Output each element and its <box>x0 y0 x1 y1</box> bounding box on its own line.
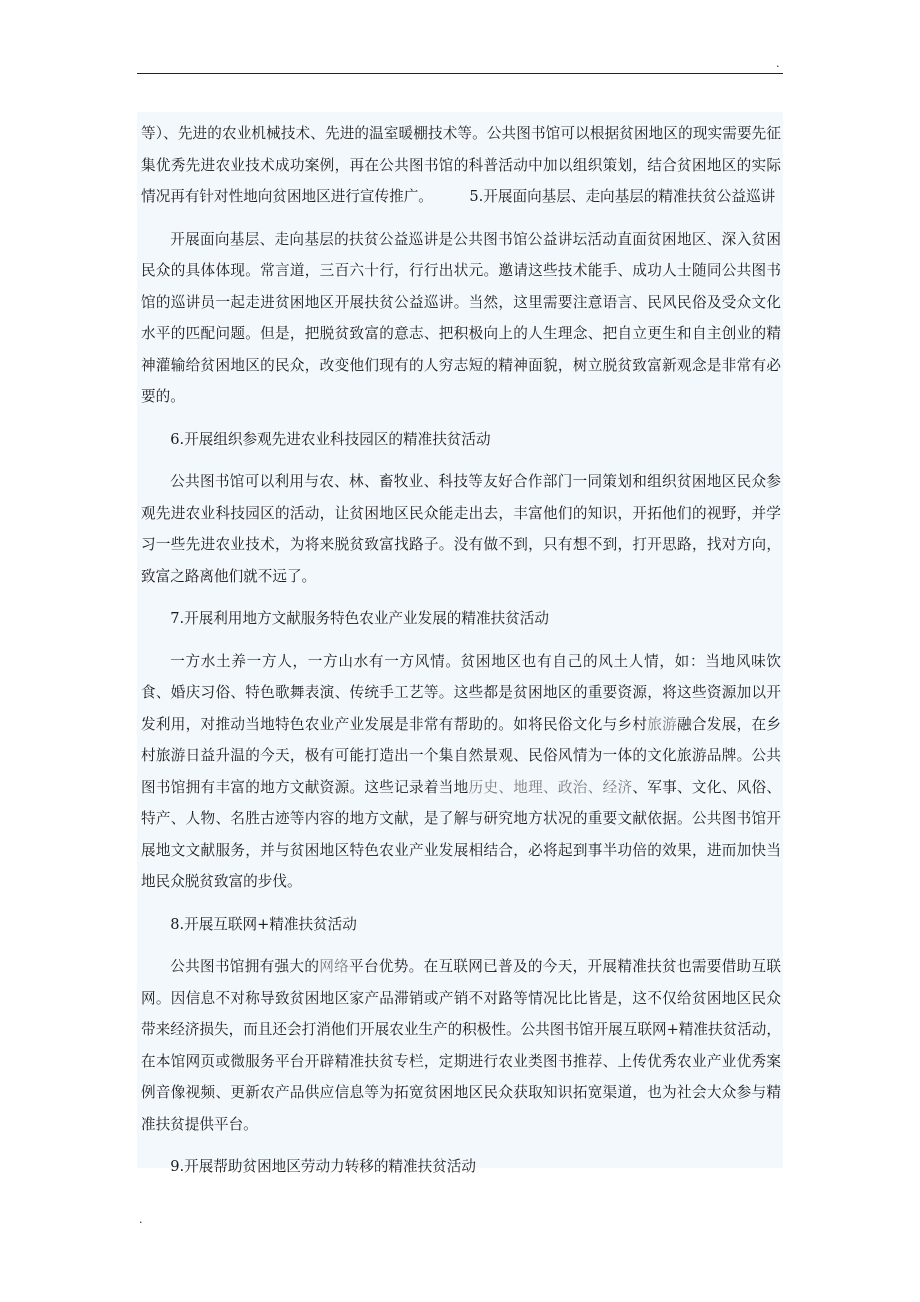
paragraph-text: 、军事、文化、风俗、特产、人物、名胜古迹等内容的地方文献，是了解与研究地方状况的重要文献依据。公共图书馆开展地文文献服务，并与贫困地区特色农业产业发展相结合，必将起到事半功倍的效果，进而加快当地民众脱贫致富的步伐。 <box>141 778 781 890</box>
link-tourism[interactable]: 旅游 <box>647 715 678 733</box>
heading-section-8: 8.开展互联网+精准扶贫活动 <box>170 915 357 933</box>
heading-section-9: 9.开展帮助贫困地区劳动力转移的精准扶贫活动 <box>170 1158 476 1175</box>
document-body <box>137 112 783 1175</box>
header-corner-mark: . <box>776 57 780 70</box>
heading-section-6: 6.开展组织参观先进农业科技园区的精准扶贫活动 <box>170 430 491 448</box>
paragraph-text: 一方水土养一方人，一方山水有一方风情。贫困地区也有自己的风土人情，如：当地风味饮食、婚庆习俗、特色歌舞表演、传统手工艺等。这些都是贫困地区的重要资源，将这些资源加以开发利用，对推动当地特色农业产业发展是非常有帮助的。如将民俗文化与乡村 <box>141 652 781 733</box>
paragraph-text: 融合发展，在乡村旅游日益升温的今天，极有可能打造出一个集自然景观、民俗风情为一体的文化旅游品牌。公共图书馆拥有丰富的地方文献资源。这些记录着当地 <box>141 715 781 796</box>
paragraph-continuation: 等）、先进的农业机械技术、先进的温室暖棚技术等。公共图书馆可以根据贫困地区的现实需要先征集优秀先进农业技术成功案例，再在公共图书馆的科普活动中加以组织策划，结合贫困地区的实际情况再有针对性地向贫困地区进行宣传推广。 5.开展面向基层、走向基层的精准扶贫公益巡讲 <box>141 125 781 205</box>
header-rule <box>137 73 783 74</box>
link-network[interactable]: 网络 <box>319 958 350 975</box>
heading-section-7: 7.开展利用地方文献服务特色农业产业发展的精准扶贫活动 <box>170 610 549 627</box>
paragraph-tech-park-visit: 公共图书馆可以利用与农、林、畜牧业、科技等友好合作部门一同策划和组织贫困地区民众参观先进农业科技园区的活动，让贫困地区民众能走出去，丰富他们的知识，开拓他们的视野，并学习一些先进农业技术，为将来脱贫致富找路子。没有做不到，只有想不到，打开思路，找对方向，致富之路离他们就不远了。 <box>141 473 781 585</box>
paragraph-text: 公共图书馆拥有强大的 <box>170 958 320 975</box>
paragraph-text: 平台优势。在互联网已普及的今天，开展精准扶贫也需要借助互联网。因信息不对称导致贫困地区家产品滞销或产销不对路等情况比比皆是，这不仅给贫困地区民众带来经济损失，而且还会打消他们开展农业生产的积极性。公共图书馆开展互联网+精准扶贫活动，在本馆网页或微服务平台开辟精准扶贫专栏，定期进行农业类图书推荐、上传优秀农业产业优秀案例音像视频、更新农产品供应信息等为拓宽贫困地区民众获取知识拓宽渠道，也为社会大众参与精准扶贫提供平台。 <box>141 958 781 1133</box>
paragraph-local-documents <box>141 646 781 898</box>
paragraph-internet-poverty-alleviation <box>141 951 781 1140</box>
paragraph-public-lecture-tour: 开展面向基层、走向基层的扶贫公益巡讲是公共图书馆公益讲坛活动直面贫困地区、深入贫困民众的具体体现。常言道，三百六十行，行行出状元。邀请这些技术能手、成功人士随同公共图书馆的巡讲员一起走进贫困地区开展扶贫公益巡讲。当然，这里需要注意语言、民风民俗及受众文化水平的匹配问题。但是，把脱贫致富的意志、把积极向上的人生理念、把自立更生和自主创业的精神灌输给贫困地区的民众，改变他们现有的人穷志短的精神面貌，树立脱贫致富新观念是非常有必要的。 <box>141 230 781 405</box>
link-history-geography-politics-economy[interactable]: 历史、地理、政治、经济 <box>468 778 633 796</box>
footer-corner-mark: . <box>139 1213 143 1226</box>
